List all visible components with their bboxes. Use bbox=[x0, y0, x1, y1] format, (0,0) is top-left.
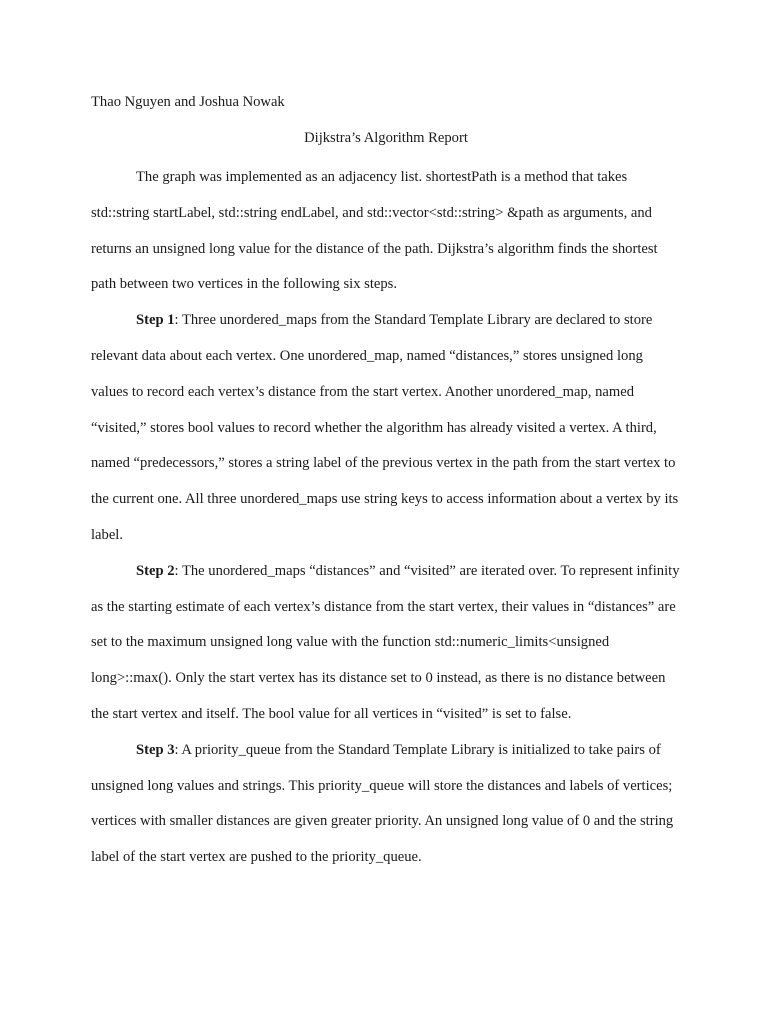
intro-paragraph: The graph was implemented as an adjacency list. shortestPath is a method that takes std::string startLabel, std::string endLabel, and std::vector<std::string> &path as arguments, and returns an unsigned long value for the distance of the path. Dijkstra’s algorithm finds the shortest path between two vertices in the following six steps. bbox=[91, 169, 658, 293]
step-1-label: Step 1 bbox=[136, 312, 175, 329]
document-page bbox=[91, 88, 681, 876]
step-2-text: : The unordered_maps “distances” and “visited” are iterated over. To represent infinity as the starting estimate of each vertex’s distance from the start vertex, their values in “distances” are set to the maximum unsigned long value with the function std::numeric_limits<unsigned long>::max(). Only the start vertex has its distance set to 0 instead, as there is no distance between the start vertex and itself. The bool value for all vertices in “visited” is set to false. bbox=[91, 562, 680, 722]
step-1-paragraph bbox=[91, 303, 681, 554]
step-2-paragraph bbox=[91, 554, 681, 733]
step-1-text: : Three unordered_maps from the Standard Template Library are declared to store relevant data about each vertex. One unordered_map, named “distances,” stores unsigned long values to record each vertex’s distance from the start vertex. Another unordered_map, named “visited,” stores bool values to record whether the algorithm has already visited a vertex. A third, named “predecessors,” stores a string label of the previous vertex in the path from the start vertex to the current one. All three unordered_maps use string keys to access information about a vertex by its label. bbox=[91, 312, 679, 543]
step-3-label: Step 3 bbox=[136, 741, 175, 758]
report-title: Dijkstra’s Algorithm Report bbox=[304, 130, 468, 146]
step-3-text: : A priority_queue from the Standard Template Library is initialized to take pairs of unsigned long values and strings. This priority_queue will store the distances and labels of vertices; vertices with smaller distances are given greater priority. An unsigned long value of 0 and the string label of the start vertex are pushed to the priority_queue. bbox=[91, 741, 674, 866]
step-3-paragraph bbox=[91, 733, 681, 876]
step-2-label: Step 2 bbox=[136, 562, 175, 579]
author-line: Thao Nguyen and Joshua Nowak bbox=[91, 94, 285, 110]
